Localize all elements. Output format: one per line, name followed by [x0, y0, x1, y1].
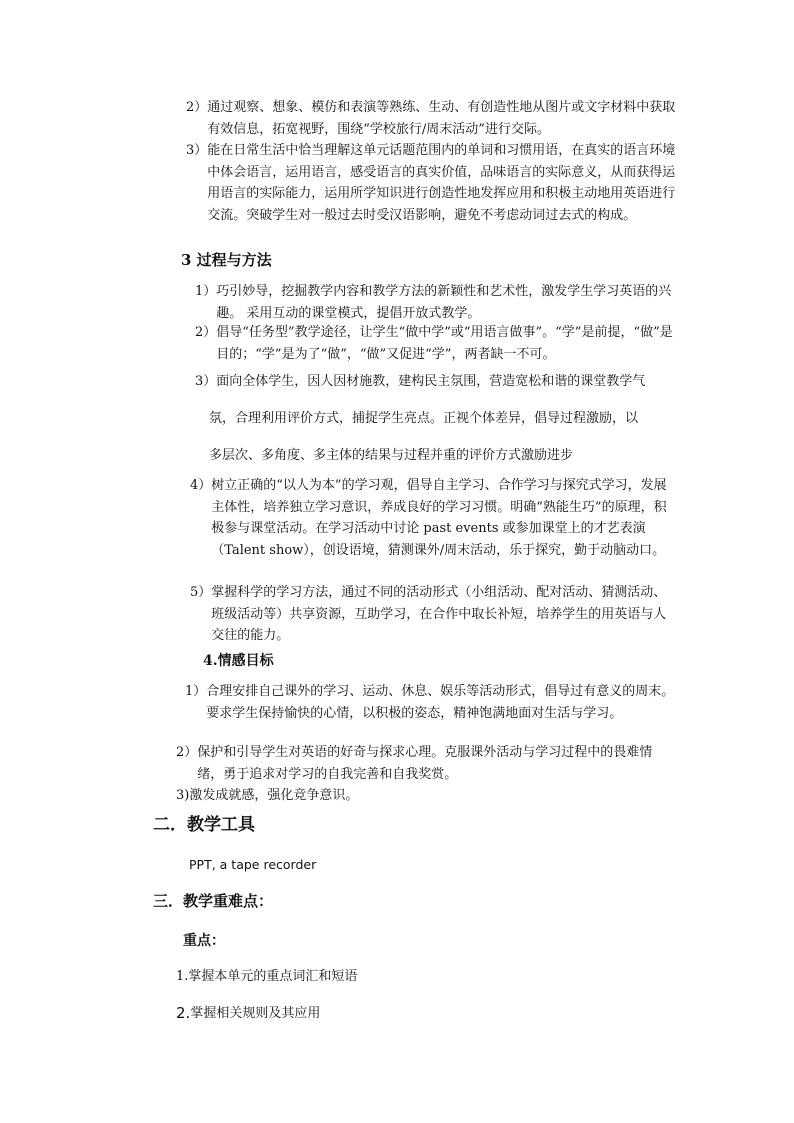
- item-text: 倡导“任务型”教学途径，让学生“做中学”或“用语言做事”。“学”是前提，“做”是目的；“学”是为了“做”，“做”又促进“学”，两者缺一不可。: [216, 325, 673, 362]
- process-item-3-line-3: 多层次、多角度、多主体的结果与过程并重的评价方式激励进步: [209, 448, 574, 463]
- teaching-tools-text: PPT, a tape recorder: [189, 857, 317, 872]
- process-item-1: [195, 281, 678, 324]
- item-number: 2）: [186, 100, 208, 115]
- section-title-emotional-goals: 4.情感目标: [203, 653, 274, 669]
- item-number: 2）: [176, 745, 198, 760]
- item-number: 2）: [195, 325, 217, 340]
- process-item-5: [190, 582, 678, 647]
- item-text: 保护和引导学生对英语的好奇与探求心理。克服课外活动与学习过程中的畏难情绪，勇于追求对学习的自我完善和自我奖赏。: [197, 745, 653, 782]
- process-item-2: [195, 322, 678, 365]
- item-text: 掌握科学的学习方法，通过不同的活动形式（小组活动、配对活动、猜测活动、班级活动等）共享资源，互助学习，在合作中取长补短，培养学生的用英语与人交往的能力。: [211, 585, 667, 643]
- emotion-item-2: [176, 742, 676, 785]
- item-text-line-1: 面向全体学生，因人因材施教，建构民主氛围，营造宽松和谐的课堂教学气: [216, 374, 646, 389]
- emotion-item-1: [185, 681, 677, 724]
- item-number: 1）: [195, 284, 217, 299]
- item-number: 3): [176, 788, 190, 803]
- item-text: 通过观察、想象、模仿和表演等熟练、生动、有创造性地从图片或文字材料中获取有效信息，拓宽视野，围绕“学校旅行/周末活动”进行交际。: [207, 100, 676, 137]
- item-text: 能在日常生活中恰当理解这单元话题范围内的单词和习惯用语，在真实的语言环境中体会语言，运用语言，感受语言的真实价值，品味语言的实际意义，从而获得运用语言的实际能力，运用所学知识进行创造性地发挥应用和积极主动地用英语进行交流。突破学生对一般过去时受汉语影响，避免不考虑动词过去式的构成。: [207, 143, 676, 223]
- heading-teaching-tools: 二．教学工具: [153, 815, 255, 835]
- item-number: 3）: [195, 374, 217, 389]
- key-point-2: [176, 1003, 320, 1025]
- item-text: 巧引妙导，挖掘教学内容和教学方法的新颖性和艺术性，激发学生学习英语的兴趣。 采用互动的课堂模式，提倡开放式教学。: [216, 284, 672, 321]
- subheading-key-points: 重点：: [183, 933, 225, 949]
- item-text: 掌握相关规则及其应用: [190, 1006, 321, 1021]
- process-item-4: [190, 475, 678, 561]
- item-number: 5）: [190, 585, 212, 600]
- emotion-item-3: [176, 785, 676, 807]
- process-item-3: [195, 371, 685, 393]
- section-title-process-methods: 3 过程与方法: [181, 251, 272, 269]
- objective-item-2: [186, 97, 676, 140]
- item-number: 3）: [186, 143, 208, 158]
- item-text: 合理安排自己课外的学习、运动、休息、娱乐等活动形式，倡导过有意义的周末。要求学生保持愉快的心情，以积极的姿态，精神饱满地面对生活与学习。: [206, 684, 675, 721]
- item-text: 树立正确的“以人为本”的学习观，倡导自主学习、合作学习与探究式学习，发展主体性，培养独立学习意识，养成良好的学习习惯。明确“熟能生巧”的原理，积极参与课堂活动。在学习活动中讨论 past events 或参加课堂上的才艺表演（Talent show），创设语境，猜测课外/周末活动，乐于探究，勤于动脑动口。: [211, 478, 667, 558]
- process-item-3-line-2: 氛，合理利用评价方式，捕捉学生亮点。正视个体差异，倡导过程激励，以: [209, 411, 639, 426]
- heading-key-points: 三．教学重难点：: [153, 892, 274, 910]
- key-point-1: 1.掌握本单元的重点词汇和短语: [176, 969, 358, 984]
- item-text: 激发成就感，强化竞争意识。: [189, 788, 359, 803]
- objective-item-3: [186, 140, 676, 226]
- item-number: 4）: [190, 478, 212, 493]
- item-number: 1）: [185, 684, 207, 699]
- item-number: 2.: [176, 1004, 191, 1022]
